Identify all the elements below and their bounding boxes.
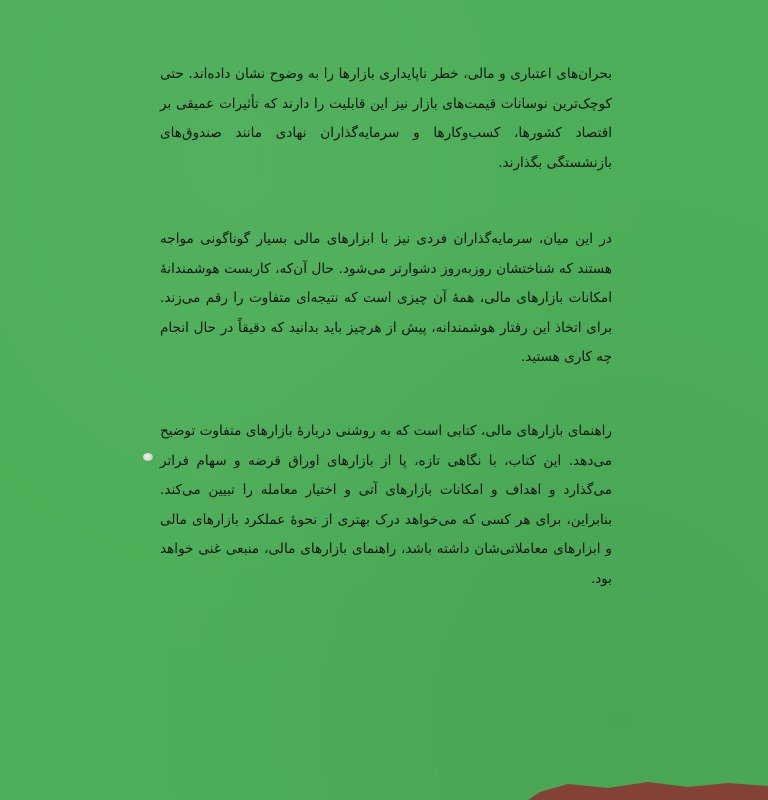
corner-decorative-shape [528, 778, 768, 800]
paper-speck-mark [143, 453, 153, 461]
paragraph-individual-investors: در این میان، سرمایه‌گذاران فردی نیز با ابزارهای مالی بسیار گوناگونی مواجه هستند که شناختشان روزبه‌روز دشوارتر می‌شود. حال آن‌که، کاربست هوشمندانهٔ امکانات بازارهای مالی، همهٔ آن چیزی است که نتیجه‌ای متفاوت را رقم می‌زند. برای اتخاذ این رفتار هوشمندانه، پیش از هرچیز باید بدانید که دقیقاً در حال انجام چه کاری هستید. [160, 231, 612, 365]
paragraph-financial-crises: بحران‌های اعتباری و مالی، خطر ناپایداری بازارها را به وضوح نشان داده‌اند. حتی کوچک‌ترین نوسانات قیمت‌های بازار نیز این قابلیت را دارند که تأثیرات عمیقی بر اقتصاد کشورها، کسب‌وکارها و سرمایه‌گذاران نهادی مانند صندوق‌های بازنشستگی بگذارند. [160, 66, 612, 171]
paragraph-book-description: راهنمای بازارهای مالی، کتابی است که به روشنی دربارهٔ بازارهای متفاوت توضیح می‌دهد. این کتاب، با نگاهی تازه، پا از بازارهای اوراق قرضه و سهام فراتر می‌گذارد و اهداف و امکانات بازارهای آتی و اختیار معامله را تبیین می‌کند. بنابراین، برای هر کسی که می‌خواهد درک بهتری از نحوهٔ عملکرد بازارهای مالی و ابزارهای معاملاتی‌شان داشته باشد، راهنمای بازارهای مالی، منبعی غنی خواهد بود. [160, 423, 612, 587]
